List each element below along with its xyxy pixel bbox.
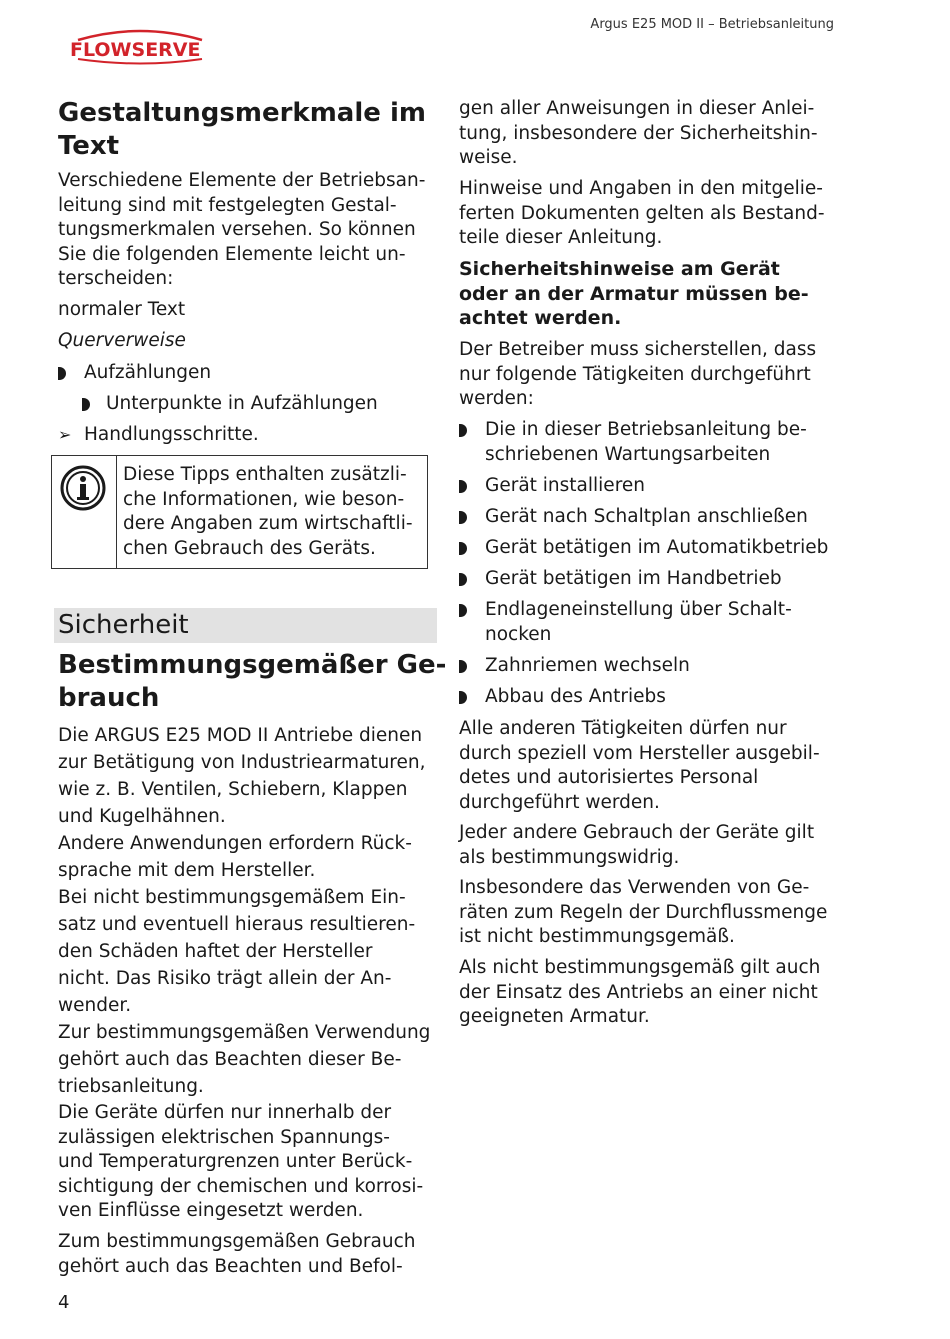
bullet-icon	[58, 367, 66, 380]
heading-bestimmungsgemaesser-gebrauch: Bestimmungsgemäßer Ge- brauch	[58, 650, 447, 713]
list-item: Gerät betätigen im Handbetrieb	[459, 567, 467, 592]
list-item: Gerät nach Schaltplan anschließen	[459, 505, 467, 530]
tip-box	[51, 455, 428, 569]
arrow-icon: ➢	[58, 425, 72, 444]
document-title: Argus E25 MOD II – Betriebsanleitung	[590, 17, 834, 32]
subbullet-example: Unterpunkte in Aufzählungen	[82, 392, 90, 417]
section-header-sicherheit: Sicherheit	[54, 608, 437, 643]
list-item: Gerät betätigen im Automatikbetrieb	[459, 536, 467, 561]
tip-divider	[116, 456, 117, 568]
unsuitable-valve-paragraph: Als nicht bestimmungsgemäß gilt auch der Einsatz des Antriebs an einer nicht geeigneten Armatur.	[459, 957, 821, 1027]
bullet-icon	[459, 542, 467, 555]
flow-control-paragraph: Insbesondere das Verwenden von Ge- räten zum Regeln der Durchflussmenge ist nicht bestimmungsgemäß.	[459, 877, 828, 947]
bullet-icon	[459, 511, 467, 524]
bullet-icon	[459, 424, 467, 437]
page-number: 4	[58, 1292, 70, 1313]
bullet-icon	[459, 573, 467, 586]
usage-paragraph: Die ARGUS E25 MOD II Antriebe dienen zur Betätigung von Industriearmaturen, wie z. B. Ventilen, Schiebern, Klappen und Kugelhähnen. Andere Anwendungen erfordern Rück- sprache mit dem Hersteller. Bei nicht bestimmungsgemäßem Ein- satz und eventuell hieraus resultieren- den Schäden haftet der Hersteller nicht. Das Risiko trägt allein der An- wender. Zur bestimmungsgemäßen Verwendung gehört auch das Beachten dieser Be- triebsanleitung.	[58, 725, 431, 1097]
logo-text: FLOWSERVE	[70, 39, 201, 61]
flowserve-logo	[70, 26, 210, 66]
normal-text-example: normaler Text	[58, 299, 186, 320]
action-step-example: ➢ Handlungsschritte.	[58, 424, 259, 445]
bullet-icon	[459, 660, 467, 673]
misuse-paragraph: Jeder andere Gebrauch der Geräte gilt als bestimmungswidrig.	[459, 822, 815, 868]
bullet-example: Aufzählungen	[58, 361, 66, 386]
bullet-icon	[82, 398, 90, 411]
documents-paragraph: Hinweise und Angaben in den mitgelie- ferten Dokumenten gelten als Bestand- teile dieser Anleitung.	[459, 178, 825, 248]
continued-paragraph: gen aller Anweisungen in dieser Anlei- tung, insbesondere der Sicherheitshin- weise.	[459, 98, 818, 168]
heading-gestaltungsmerkmale: Gestaltungsmerkmale im Text	[58, 98, 426, 161]
intro-paragraph: Verschiedene Elemente der Betriebsan- leitung sind mit festgelegten Gestal- tungsmerkmalen versehen. So können Sie die folgenden Elemente leicht un- terscheiden:	[58, 170, 426, 289]
info-icon	[59, 464, 107, 516]
safety-notice-heading: Sicherheitshinweise am Gerät oder an der Armatur müssen be- achtet werden.	[459, 258, 809, 329]
list-item: Zahnriemen wechseln	[459, 654, 467, 679]
cross-reference-example: Querverweise	[58, 330, 186, 351]
bullet-icon	[459, 604, 467, 617]
list-item: Gerät installieren	[459, 474, 467, 499]
bullet-icon	[459, 480, 467, 493]
list-item: Abbau des Antriebs	[459, 685, 467, 710]
bullet-icon	[459, 691, 467, 704]
tip-text: Diese Tipps enthalten zusätzli- che Informationen, wie beson- dere Angaben zum wirtschaftli- chen Gebrauch des Geräts.	[123, 464, 413, 559]
compliance-paragraph: Zum bestimmungsgemäßen Gebrauch gehört auch das Beachten und Befol-	[58, 1231, 416, 1277]
list-item: Die in dieser Betriebsanleitung be- schriebenen Wartungsarbeiten	[459, 418, 467, 443]
other-activities-paragraph: Alle anderen Tätigkeiten dürfen nur durch speziell vom Hersteller ausgebil- detes und autorisiertes Personal durchgeführt werden.	[459, 718, 820, 813]
operator-paragraph: Der Betreiber muss sicherstellen, dass nur folgende Tätigkeiten durchgeführt werden:	[459, 339, 817, 409]
list-item: Endlageneinstellung über Schalt- nocken	[459, 598, 467, 623]
limits-paragraph: Die Geräte dürfen nur innerhalb der zulässigen elektrischen Spannungs- und Temperaturgrenzen unter Berück- sichtigung der chemischen und korrosi- ven Einflüsse eingesetzt werden.	[58, 1102, 424, 1221]
